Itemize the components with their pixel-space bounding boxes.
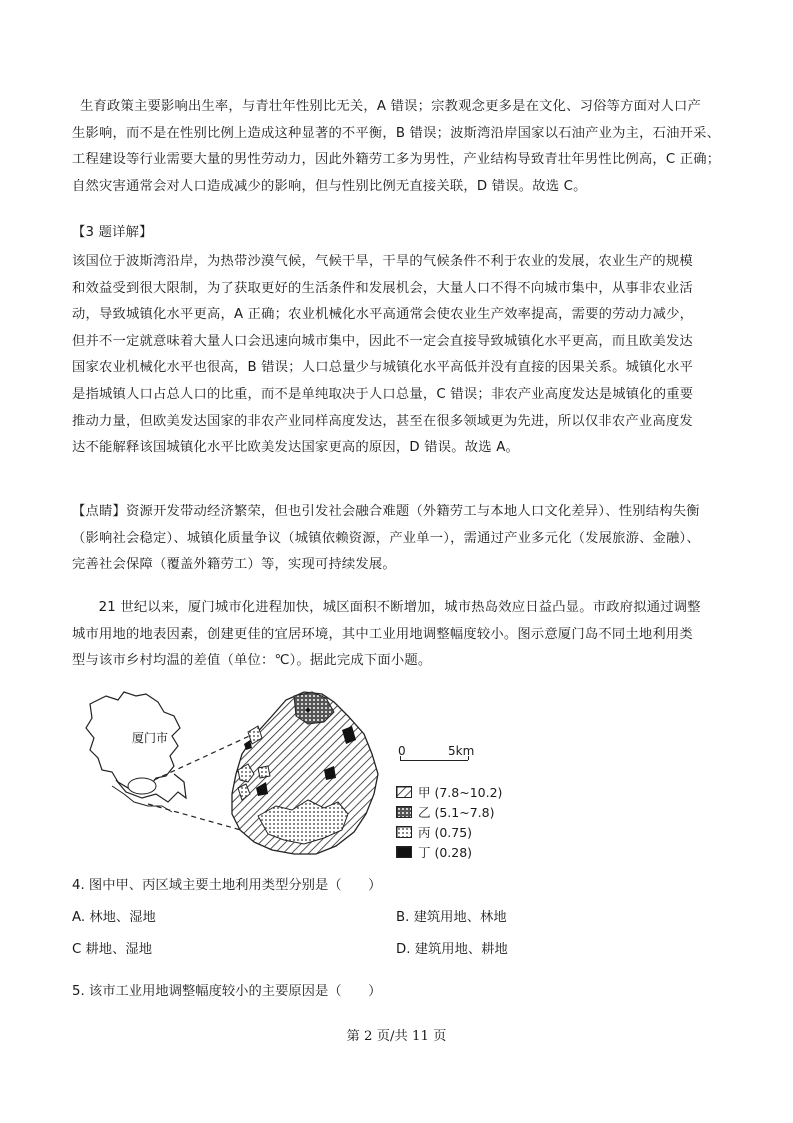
question-5-stem: 5. 该市工业用地调整幅度较小的主要原因是（ ） [72, 984, 382, 999]
text-line: 生影响，而不是在性别比例上造成这种显著的不平衡，B 错误；波斯湾沿岸国家以石油产业为主，石油开采、 [72, 125, 721, 141]
scale-zero: 0 [398, 744, 406, 758]
light-dots-swatch [396, 826, 412, 838]
text-line: 城市用地的地表因素，创建更佳的宜居环境，其中工业用地调整幅度较小。图示意厦门岛不同土地利用类 [72, 626, 693, 642]
zone-ding [306, 708, 310, 712]
xiamen-island [232, 692, 378, 854]
hatch-swatch [396, 786, 412, 798]
text-line: 该国位于波斯湾沿岸，为热带沙漠气候，气候干旱，干旱的气候条件不利于农业的发展，农业生产的规模 [72, 254, 693, 269]
text-line: 达不能解释该国城镇化水平比欧美发达国家更高的原因，D 错误。故选 A。 [72, 440, 519, 456]
legend-item-yi: 乙 (5.1~7.8) [396, 804, 494, 820]
legend-item-jia: 甲 (7.8~10.2) [396, 784, 502, 800]
dense-dots-swatch [396, 806, 412, 818]
text-line: 【点睛】资源开发带动经济繁荣，但也引发社会融合难题（外籍劳工与本地人口文化差异）、性别结构失衡 [72, 504, 700, 519]
material-intro [72, 595, 724, 675]
page-footer: 第 2 页/共 11 页 [346, 1029, 447, 1044]
text-line: 21 世纪以来，厦门城市化进程加快，城区面积不断增加，城市热岛效应日益凸显。市政府拟通过调整 [98, 600, 701, 615]
xiamen-city-outline [86, 692, 186, 812]
text-line: 和效益受到很大限制，为了获取更好的生活条件和发展机会，大量人口不得不向城市集中，从事非农业活 [72, 280, 693, 296]
text-line: 生育政策主要影响出生率，与青壮年性别比无关，A 错误；宗教观念更多是在文化、习俗等方面对人口产 [79, 99, 702, 114]
solid-black-swatch [396, 846, 412, 858]
text-line: 自然灾害通常会对人口造成减少的影响，但与性别比例无直接关联，D 错误。故选 C。 [72, 178, 587, 194]
text-line: 但并不一定就意味着大量人口会迅速向城市集中，因此不一定会直接导致城镇化水平更高，而且欧美发达 [72, 333, 693, 349]
q4-option-a[interactable]: A. 林地、湿地 [72, 910, 156, 925]
text-line: 型与该市乡村均温的差值（单位：℃）。据此完成下面小题。 [72, 653, 432, 669]
text-line: 国家农业机械化水平也很高，B 错误；人口总量少与城镇化水平高低并没有直接的因果关系。城镇化水平 [72, 360, 694, 376]
legend-item-ding: 丁 (0.28) [396, 844, 472, 860]
text-line: 推动力量，但欧美发达国家的非农产业同样高度发达，甚至在很多领域更为先进，所以仅非农产业高度发 [72, 413, 693, 429]
text-line: 完善社会保障（覆盖外籍劳工）等，实现可持续发展。 [72, 557, 396, 573]
scale-km: 5km [448, 744, 475, 758]
answer-paragraph-2 [72, 94, 724, 200]
question-4-stem: 4. 图中甲、丙区域主要土地利用类型分别是（ ） [72, 878, 382, 893]
text-line: 动，导致城镇化水平更高，A 正确；农业机械化水平高通常会使农业生产效率提高，需要的劳动力减少， [72, 307, 694, 323]
city-label: 厦门市 [132, 731, 169, 745]
zone-bing [258, 766, 270, 778]
map-legend [396, 784, 536, 904]
q4-option-b[interactable]: B. 建筑用地、林地 [396, 910, 507, 925]
q4-option-d[interactable]: D. 建筑用地、耕地 [396, 942, 508, 957]
text-line: 工程建设等行业需要大量的男性劳动力，因此外籍劳工多为男性，产业结构导致青壮年男性比例高，C 正确； [72, 152, 721, 168]
legend-item-bing: 丙 (0.75) [396, 824, 472, 840]
question-3-heading: 【3 题详解】 [72, 225, 153, 240]
text-line: （影响社会稳定）、城镇化质量争议（城镇依赖资源，产业单一），需通过产业多元化（发展旅游、金融）、 [72, 530, 700, 546]
q4-option-c[interactable]: C 耕地、湿地 [72, 942, 152, 957]
key-points-comment [72, 499, 724, 579]
text-line: 是指城镇人口占总人口的比重，而不是单纯取决于人口总量，C 错误；非农产业高度发达是城镇化的重要 [72, 386, 694, 402]
answer-paragraph-3 [72, 249, 724, 462]
scale-bar [396, 742, 476, 762]
